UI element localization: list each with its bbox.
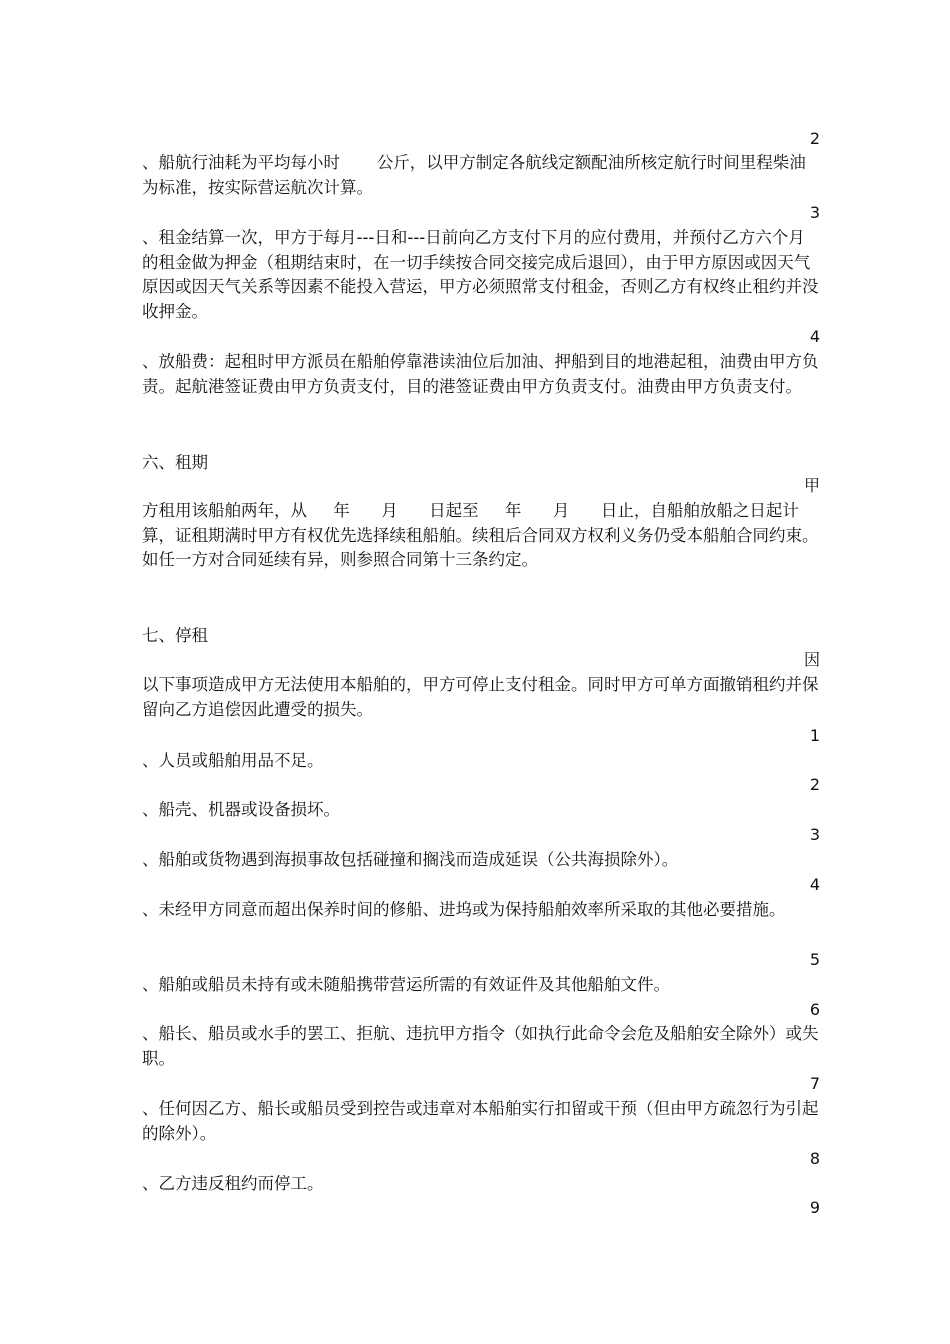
paragraph: 、租金结算一次，甲方于每月---日和---日前向乙方支付下月的应付费用，并预付乙方六个月的租金做为押金（租期结束时，在一切手续按合同交接完成后退回），由于甲方原因或因天气原因或因天气关系等因素不能投入营运，甲方必须照常支付租金，否则乙方有权终止租约并没收押金。 <box>142 228 819 321</box>
paragraph: 、船航行油耗为平均每小时 公斤，以甲方制定各航线定额配油所核定航行时间里程柴油为标准，按实际营运航次计算。 <box>142 153 806 197</box>
paragraph: 、未经甲方同意而超出保养时间的修船、进坞或为保持船舶效率所采取的其他必要措施。 <box>142 900 786 919</box>
section-heading: 七、停租 <box>142 626 208 645</box>
paragraph: 、乙方违反租约而停工。 <box>142 1174 324 1193</box>
paragraph: 、放船费：起租时甲方派员在船舶停靠港读油位后加油、押船到目的地港起租，油费由甲方负责。起航港签证费由甲方负责支付，目的港签证费由甲方负责支付。油费由甲方负责支付。 <box>142 352 819 396</box>
item-number: 6 <box>809 1000 820 1019</box>
item-number: 1 <box>809 726 820 745</box>
paragraph: 、人员或船舶用品不足。 <box>142 751 324 770</box>
item-number: 7 <box>809 1074 820 1093</box>
item-marker: 甲 <box>803 476 820 495</box>
item-number: 9 <box>809 1198 820 1217</box>
paragraph: 、船长、船员或水手的罢工、拒航、违抗甲方指令（如执行此命令会危及船舶安全除外）或失职。 <box>142 1024 819 1068</box>
item-number: 4 <box>809 327 820 346</box>
item-number: 3 <box>809 825 820 844</box>
paragraph: 、任何因乙方、船长或船员受到控告或违章对本船舶实行扣留或干预（但由甲方疏忽行为引起的除外）。 <box>142 1099 819 1143</box>
item-number: 2 <box>809 775 820 794</box>
item-number: 5 <box>809 950 820 969</box>
item-marker: 因 <box>803 650 820 669</box>
item-number: 2 <box>809 129 820 148</box>
item-number: 4 <box>809 875 820 894</box>
item-number: 3 <box>809 203 820 222</box>
paragraph: 以下事项造成甲方无法使用本船舶的，甲方可停止支付租金。同时甲方可单方面撤销租约并保留向乙方追偿因此遭受的损失。 <box>142 675 819 719</box>
item-number: 8 <box>809 1149 820 1168</box>
paragraph: 、船舶或船员未持有或未随船携带营运所需的有效证件及其他船舶文件。 <box>142 975 670 994</box>
paragraph: 、船舶或货物遇到海损事故包括碰撞和搁浅而造成延误（公共海损除外）。 <box>142 850 679 869</box>
paragraph: 方租用该船舶两年，从 年 月 日起至 年 月 日止，自船舶放船之日起计算，证租期满时甲方有权优先选择续租船舶。续租后合同双方权利义务仍受本船舶合同约束。如任一方对合同延续有异，则参照合同第十三条约定。 <box>142 501 819 569</box>
paragraph: 、船壳、机器或设备损坏。 <box>142 800 340 819</box>
section-heading: 六、租期 <box>142 453 208 472</box>
